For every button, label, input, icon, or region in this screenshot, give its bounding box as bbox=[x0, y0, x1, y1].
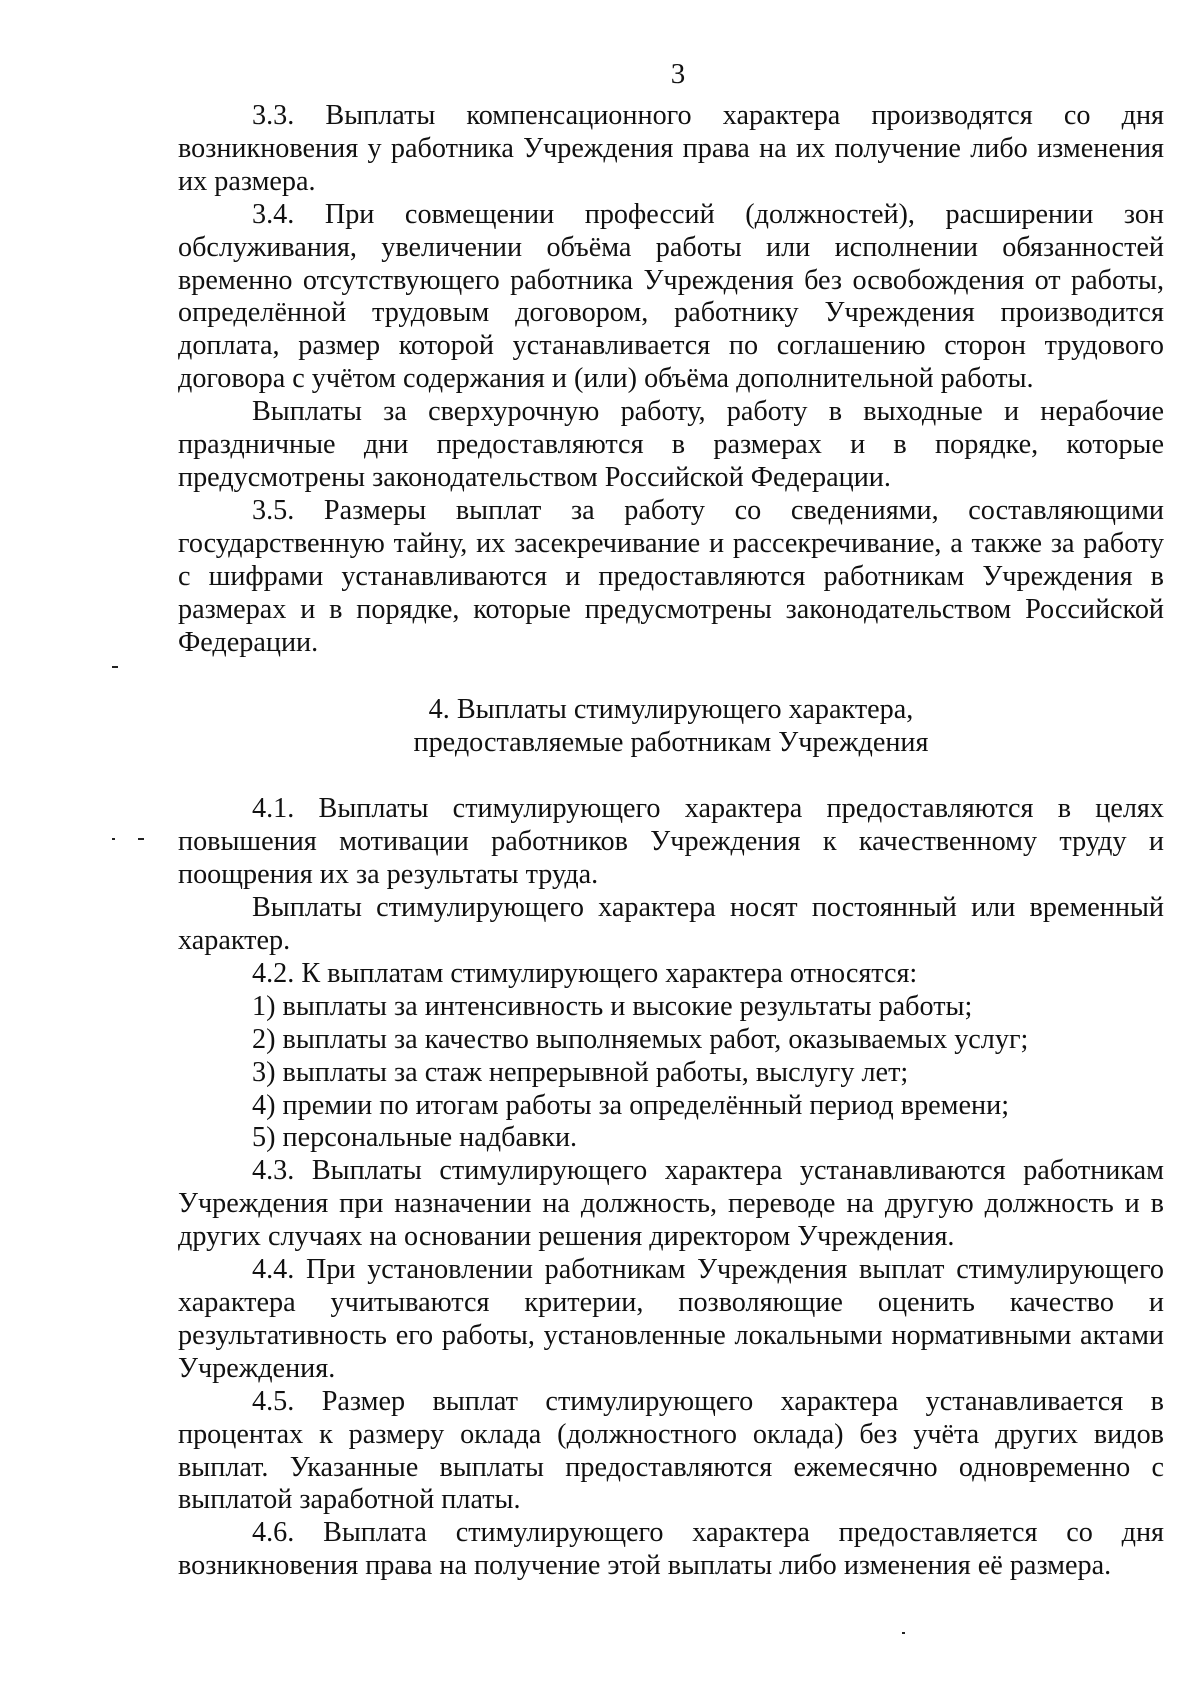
paragraph-4-6: 4.6. Выплата стимулирующего характера предоставляется со дня возникновения права на получение этой выплаты либо изменения её размера. bbox=[178, 1517, 1164, 1582]
scan-mark bbox=[112, 838, 115, 840]
scan-mark bbox=[902, 1632, 905, 1634]
scan-mark bbox=[138, 838, 144, 840]
section-4-heading-line-1: 4. Выплаты стимулирующего характера, bbox=[428, 694, 914, 726]
paragraph-3-5: 3.5. Размеры выплат за работу со сведениями, составляющими государственную тайну, их засекречивание и рассекречивание, а также за работу с шифрами устанавливаются и предоставляются работникам Учреждения в размерах и в порядке, которые предусмотрены законодательством Российской Федерации. bbox=[178, 494, 1164, 658]
list-item: 5) персональные надбавки. bbox=[252, 1122, 578, 1154]
paragraph-4-2: 4.2. К выплатам стимулирующего характера относятся: bbox=[252, 957, 918, 989]
scan-mark bbox=[112, 666, 118, 668]
section-4-heading bbox=[178, 693, 1164, 759]
paragraph-4-1: 4.1. Выплаты стимулирующего характера предоставляются в целях повышения мотивации работников Учреждения к качественному труду и поощрения их за результаты труда. bbox=[178, 793, 1164, 891]
list-item: 3) выплаты за стаж непрерывной работы, выслугу лет; bbox=[252, 1056, 909, 1088]
paragraph-4-5: 4.5. Размер выплат стимулирующего характера устанавливается в процентах к размеру оклада (должностного оклада) без учёта других видов выплат. Указанные выплаты предоставляются ежемесячно одновременно с выплатой заработной платы. bbox=[178, 1385, 1164, 1516]
document-body bbox=[178, 100, 1164, 1583]
paragraph-3-3: 3.3. Выплаты компенсационного характера производятся со дня возникновения у работника Учреждения права на их получение либо изменения их размера. bbox=[178, 100, 1164, 197]
paragraph-4-4: 4.4. При установлении работникам Учреждения выплат стимулирующего характера учитываются критерии, позволяющие оценить качество и результативность его работы, установленные локальными нормативными актами Учреждения. bbox=[178, 1254, 1164, 1384]
paragraph-3-4: 3.4. При совмещении профессий (должностей), расширении зон обслуживания, увеличении объёма работы или исполнении обязанностей временно отсутствующего работника Учреждения без освобождения от работы, определённой трудовым договором, работнику Учреждения производится доплата, размер которой устанавливается по соглашению сторон трудового договора с учётом содержания и (или) объёма дополнительной работы. bbox=[178, 198, 1164, 395]
list-item: 1) выплаты за интенсивность и высокие результаты работы; bbox=[252, 990, 973, 1022]
section-4-heading-line-2: предоставляемые работникам Учреждения bbox=[413, 727, 929, 759]
list-item: 2) выплаты за качество выполняемых работ, оказываемых услуг; bbox=[252, 1023, 1029, 1055]
list-item: 4) премии по итогам работы за определённый период времени; bbox=[252, 1089, 1010, 1121]
paragraph-4-3: 4.3. Выплаты стимулирующего характера устанавливаются работникам Учреждения при назначении на должность, переводе на другую должность и в других случаях на основании решения директором Учреждения. bbox=[178, 1155, 1164, 1253]
page-number: 3 bbox=[670, 58, 686, 90]
paragraph-4-1-nature: Выплаты стимулирующего характера носят постоянный или временный характер. bbox=[178, 892, 1164, 957]
paragraph-3-4-overtime: Выплаты за сверхурочную работу, работу в выходные и нерабочие праздничные дни предоставляются в размерах и в порядке, которые предусмотрены законодательством Российской Федерации. bbox=[178, 396, 1164, 493]
